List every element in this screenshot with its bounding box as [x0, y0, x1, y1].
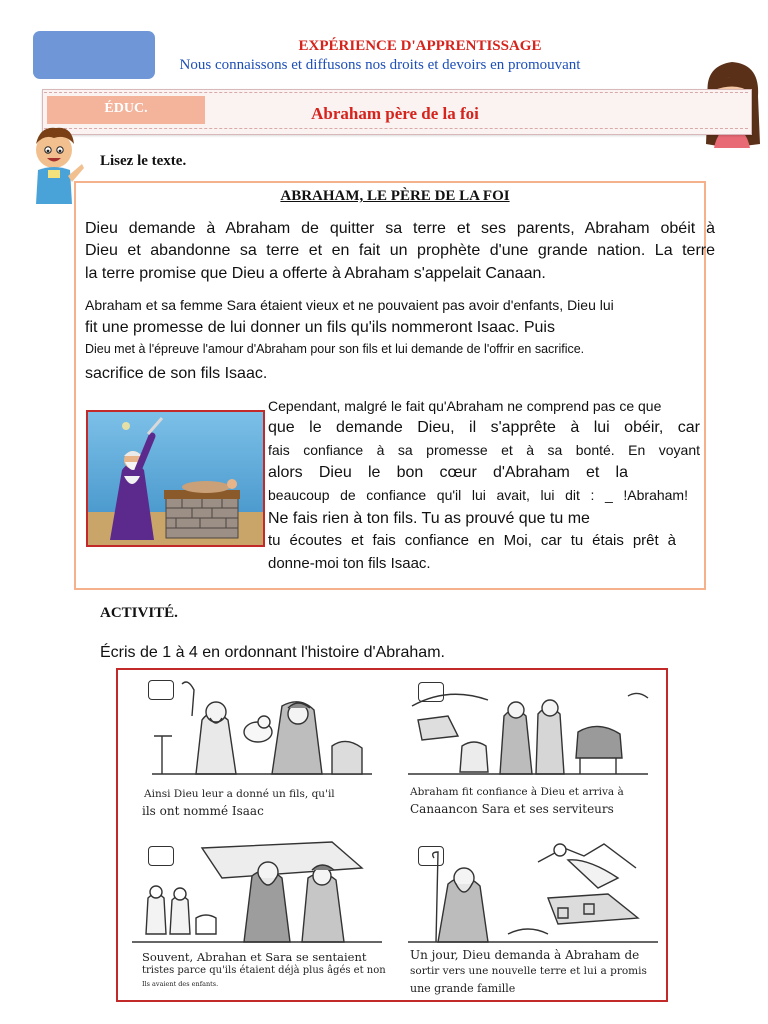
header-title: EXPÉRIENCE D'APPRENTISSAGE	[298, 38, 542, 54]
paragraph-3-line-8: donne-moi ton fils Isaac.	[268, 555, 431, 572]
text-title: ABRAHAM, LE PÈRE DE LA FOI	[280, 188, 510, 204]
activity-heading: ACTIVITÉ.	[100, 605, 178, 621]
subject-tag: ÉDUC.	[47, 96, 205, 124]
god-calls-abraham-illustration	[408, 838, 658, 946]
isaac-birth-scene-illustration	[132, 676, 384, 784]
paragraph-3-line-5: beaucoup de confiance qu'il lui avait, lui dit : _ !Abraham!	[268, 487, 688, 503]
paragraph-3-line-3: fais confiance à sa promesse et à sa bonté. En voyant	[268, 442, 700, 458]
panel-1-caption-line-1: Ainsi Dieu leur a donné un fils, qu'il	[144, 788, 335, 800]
panel-4-caption-line-3: une grande famille	[410, 982, 516, 995]
activity-instruction: Écris de 1 à 4 en ordonnant l'histoire d'Abraham.	[100, 644, 445, 661]
panel-2-caption-line-2: Canaancon Sara et ses serviteurs	[410, 802, 614, 816]
paragraph-2-line-4: sacrifice de son fils Isaac.	[85, 365, 268, 382]
paragraph-2-line-2: fit une promesse de lui donner un fils qu'ils nommeront Isaac. Puis	[85, 319, 555, 336]
panel-3-caption-line-2: tristes parce qu'ils étaient déjà plus âgés et non	[142, 965, 386, 976]
abraham-sara-sad-illustration	[132, 838, 384, 946]
panel-4-caption-line-1: Un jour, Dieu demanda à Abraham de	[410, 948, 640, 962]
paragraph-3-line-4: alors Dieu le bon cœur d'Abraham et la	[268, 464, 628, 481]
panel-2-caption-line-1: Abraham fit confiance à Dieu et arriva à	[410, 786, 624, 798]
paragraph-1-line-2: Dieu et abandonne sa terre et en fait un prophète d'une grande nation. La terre	[85, 242, 715, 259]
paragraph-3-line-7: tu écoutes et fais confiance en Moi, car tu étais prêt à	[268, 532, 676, 549]
header-subtitle: Nous connaissons et diffusons nos droits et devoirs en promouvant	[179, 57, 581, 73]
panel-1-caption-line-2: ils ont nommé Isaac	[142, 804, 264, 818]
panel-3-caption-line-3: Ils avaient des enfants.	[142, 980, 219, 988]
band-dashed-line-top	[44, 92, 748, 93]
paragraph-3-line-6: Ne fais rien à ton fils. Tu as prouvé que tu me	[268, 510, 590, 527]
read-instruction: Lisez le texte.	[100, 153, 187, 169]
panel-3-caption-line-1: Souvent, Abrahan et Sara se sentaient	[142, 950, 367, 964]
abraham-sacrifice-illustration	[86, 410, 265, 547]
paragraph-1-line-3: la terre promise que Dieu a offerte à Abraham s'appelait Canaan.	[85, 265, 546, 282]
panel-4-caption-line-2: sortir vers une nouvelle terre et lui a promis	[410, 965, 647, 977]
paragraph-2-line-1: Abraham et sa femme Sara étaient vieux et ne pouvaient pas avoir d'enfants, Dieu lui	[85, 297, 614, 313]
band-dashed-line-bottom	[44, 128, 748, 129]
paragraph-3-line-2: que le demande Dieu, il s'apprête à lui obéir, car	[268, 419, 700, 436]
paragraph-1-line-1: Dieu demande à Abraham de quitter sa terre et ses parents, Abraham obéit à	[85, 220, 715, 237]
journey-to-canaan-illustration	[408, 676, 652, 784]
lesson-title: Abraham père de la foi	[311, 104, 479, 123]
paragraph-2-line-3: Dieu met à l'épreuve l'amour d'Abraham pour son fils et lui demande de l'offrir en sacrifice.	[85, 342, 585, 356]
paragraph-3-line-1: Cependant, malgré le fait qu'Abraham ne comprend pas ce que	[268, 398, 662, 414]
